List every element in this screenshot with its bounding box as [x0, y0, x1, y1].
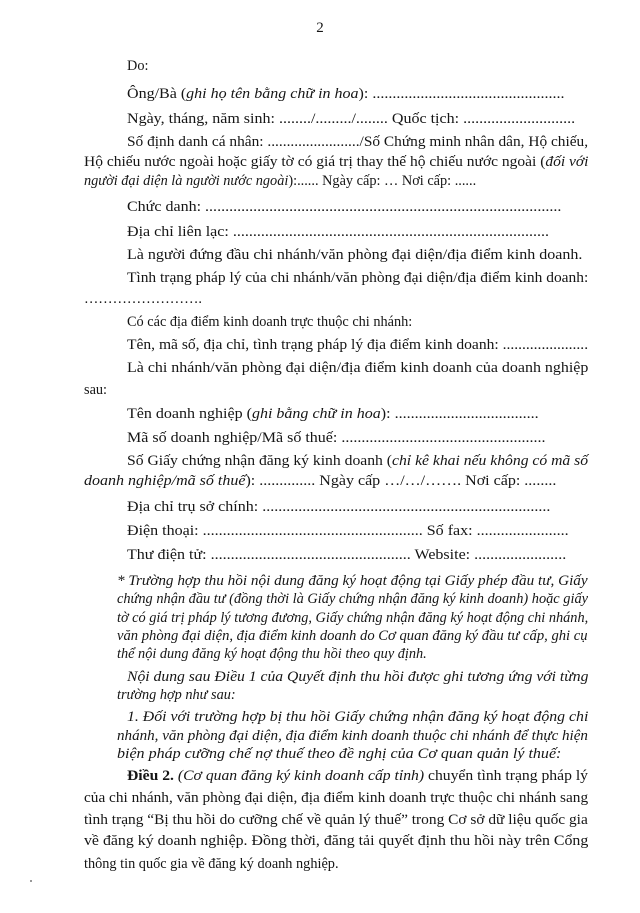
text-line [84, 855, 339, 873]
line-em: doanh nghiệp/mã số thuế [84, 473, 246, 489]
text-line [117, 609, 588, 627]
line-pre: Tên doanh nghiệp ( [127, 406, 252, 422]
line-em: trường hợp như sau: [117, 687, 236, 703]
line-text: tình trạng “Bị thu hồi do cưỡng chế về quản lý thuế” trong Cơ sở dữ liệu quốc gia [84, 812, 588, 828]
scan-speck [30, 880, 32, 882]
text-line [117, 572, 588, 590]
line-em: biện pháp cưỡng chế nợ thuế theo đề nghị của Cơ quan quản lý thuế: [117, 746, 562, 762]
line-text: Số định danh cá nhân: ......................../Số Chứng minh nhân dân, Hộ chiếu, [127, 134, 589, 150]
text-line [84, 472, 556, 490]
text-line [117, 645, 427, 663]
line-em: 1. Đối với trường hợp bị thu hồi Giấy chứng nhận đăng ký hoạt động chi [127, 709, 589, 725]
text-line [84, 153, 588, 171]
line-post: chuyển tình trạng pháp lý [424, 768, 588, 784]
text-line [117, 686, 236, 704]
line-text: Thư điện tử: .................................................. Website: ....................... [127, 547, 567, 563]
line-post: ): .................................... [380, 406, 539, 422]
text-line [84, 290, 202, 308]
line-text: Có các địa điểm kinh doanh trực thuộc chi nhánh: [127, 314, 413, 330]
text-line [127, 269, 588, 287]
text-line [127, 452, 588, 470]
text-line [127, 110, 575, 128]
text-line [127, 498, 550, 516]
line-text: Do: [127, 58, 149, 74]
line-pre: Hộ chiếu nước ngoài hoặc giấy tờ có giá trị thay thế hộ chiếu nước ngoài ( [84, 154, 546, 170]
line-text: Điện thoại: ....................................................... Số fax: ....................... [127, 523, 569, 539]
line-text: Là chi nhánh/văn phòng đại diện/địa điểm kinh doanh của doanh nghiệp [127, 360, 589, 376]
line-em: ghi họ tên bằng chữ in hoa [186, 86, 359, 102]
line-em: Nội dung sau Điều 1 của Quyết định thu hồi được ghi tương ứng với từng [127, 669, 589, 685]
line-post: ): .............. Ngày cấp …/…/……. Nơi cấp: ........ [245, 473, 557, 489]
line-text: Chức danh: ......................................................................................... [127, 199, 562, 215]
text-line [127, 767, 588, 785]
text-line [127, 85, 565, 103]
text-line [127, 708, 588, 726]
line-text: sau: [84, 382, 108, 398]
text-line [117, 627, 588, 645]
text-line [127, 246, 582, 264]
text-line [84, 172, 476, 190]
line-em: văn phòng đại diện, địa điểm kinh doanh do Cơ quan đăng ký đầu tư cấp, ghi cụ [117, 628, 588, 644]
text-line [84, 381, 107, 399]
line-em: ghi bằng chữ in hoa [251, 406, 381, 422]
line-em: tờ có giá trị pháp lý tương đương, Giấy chứng nhận đăng ký hoạt động chi nhánh, [117, 610, 589, 626]
text-line [127, 546, 566, 564]
line-text: Ngày, tháng, năm sinh: ......../........./........ Quốc tịch: ............................ [127, 111, 576, 127]
text-line [117, 745, 561, 763]
text-line [127, 57, 148, 75]
text-line [127, 223, 549, 241]
line-strong: Điều 2. [127, 768, 174, 784]
line-em: đối với [545, 154, 589, 170]
line-text: Là người đứng đầu chi nhánh/văn phòng đại diện/địa điểm kinh doanh. [127, 247, 583, 263]
line-pre: Ông/Bà ( [127, 86, 187, 102]
line-text: ……………………. [84, 291, 202, 307]
text-line [127, 405, 539, 423]
line-text: thông tin quốc gia về đăng ký doanh nghiệp. [84, 856, 339, 872]
line-post: ): ................................................ [358, 86, 565, 102]
line-em: nhánh, văn phòng đại diện, địa điểm kinh doanh thuộc chi nhánh để thực hiện [117, 728, 588, 744]
line-text: về đăng ký doanh nghiệp. Đồng thời, đăng tải quyết định thu hồi này trên Cổng [84, 833, 589, 849]
page-number: 2 [316, 20, 324, 36]
line-em: chứng nhận đầu tư (đồng thời là Giấy chứng nhận đăng ký kinh doanh) hoặc giấy [117, 591, 588, 607]
line-em: chỉ kê khai nếu không có mã số [392, 453, 589, 469]
text-line [127, 133, 588, 151]
line-text: Tên, mã số, địa chỉ, tình trạng pháp lý địa điểm kinh doanh: ...................... [127, 337, 589, 353]
text-line [84, 789, 588, 807]
line-text: Tình trạng pháp lý của chi nhánh/văn phòng đại diện/địa điểm kinh doanh: [127, 270, 589, 286]
line-text: Địa chỉ liên lạc: ............................................................................... [127, 224, 550, 240]
line-text: của chi nhánh, văn phòng đại diện, địa điểm kinh doanh trực thuộc chi nhánh sang [84, 790, 589, 806]
line-pre: Số Giấy chứng nhận đăng ký kinh doanh ( [127, 453, 393, 469]
line-em: thể nội dung đăng ký hoạt động thu hồi theo quy định. [117, 646, 427, 662]
text-line [117, 727, 588, 745]
line-text: Địa chỉ trụ sở chính: ........................................................................ [127, 499, 551, 515]
line-em: * Trường hợp thu hồi nội dung đăng ký hoạt động tại Giấy phép đầu tư, Giấy [117, 573, 588, 589]
text-line [127, 522, 569, 540]
text-line [127, 359, 588, 377]
text-line [117, 590, 588, 608]
text-line [127, 336, 588, 354]
line-em: người đại diện là người nước ngoài [84, 173, 289, 189]
text-line [127, 429, 546, 447]
text-line [84, 811, 588, 829]
text-line [127, 198, 561, 216]
text-line [127, 313, 412, 331]
line-em: (Cơ quan đăng ký kinh doanh cấp tỉnh) [173, 768, 425, 784]
text-line [84, 832, 588, 850]
line-text: Mã số doanh nghiệp/Mã số thuế: ................................................... [127, 430, 546, 446]
line-post: ):...... Ngày cấp: … Nơi cấp: ...... [288, 173, 477, 189]
text-line [127, 668, 588, 686]
